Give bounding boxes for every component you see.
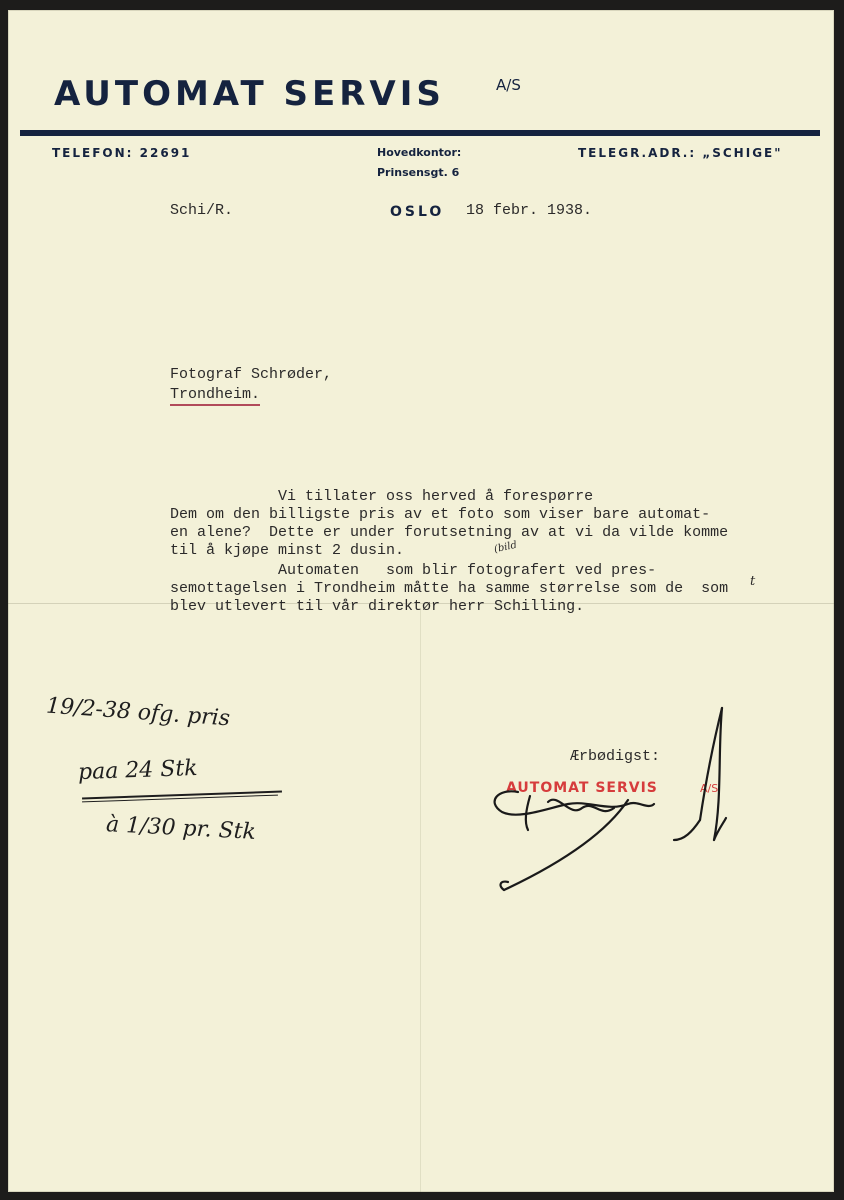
date-city: OSLO	[390, 204, 445, 220]
handwritten-insert: (bild	[493, 539, 519, 556]
handwritten-insert-mark: t	[750, 574, 756, 589]
body-line: en alene? Dette er under forutsetning av at vi da vilde komme	[170, 524, 729, 541]
header-rule	[20, 130, 820, 136]
company-suffix: A/S	[496, 76, 521, 94]
hovedkontor-address: Prinsensgt. 6	[377, 166, 460, 179]
company-stamp: AUTOMAT SERVIS	[506, 780, 658, 796]
recipient-city: Trondheim.	[170, 386, 260, 406]
telefon-number: TELEFON: 22691	[52, 146, 192, 160]
hovedkontor-label: Hovedkontor:	[377, 146, 462, 159]
body-line: Automaten som blir fotografert ved pres-	[170, 562, 657, 579]
reference: Schi/R.	[170, 202, 234, 219]
body-line: semottagelsen i Trondheim måtte ha samme størrelse som de som	[170, 580, 729, 597]
date-value: 18 febr. 1938.	[466, 202, 593, 219]
telegraph-address: TELEGR.ADR.: „SCHIGE"	[578, 146, 783, 160]
body-line: blev utlevert til vår direktør herr Schilling.	[170, 598, 585, 615]
body-line: Vi tillater oss herved å forespørre	[170, 488, 594, 505]
recipient-name: Fotograf Schrøder,	[170, 366, 333, 383]
body-line: til å kjøpe minst 2 dusin.	[170, 542, 405, 559]
handwritten-note-line3: à 1/30 pr. Stk	[105, 812, 257, 845]
fold-line-vertical	[420, 610, 421, 1192]
handwritten-note-line2: paa 24 Stk	[77, 755, 198, 786]
handwritten-note-line1: 19/2-38 ofg. pris	[45, 693, 231, 732]
closing-greeting: Ærbødigst:	[570, 748, 661, 765]
signature-text: Schilling	[568, 850, 573, 851]
body-line: Dem om den billigste pris av et foto som viser bare automat-	[170, 506, 711, 523]
letter-page	[8, 10, 834, 1192]
company-name: AUTOMAT SERVIS	[54, 74, 445, 114]
signature-image	[478, 700, 738, 900]
company-stamp-suffix: A/S	[700, 782, 719, 795]
